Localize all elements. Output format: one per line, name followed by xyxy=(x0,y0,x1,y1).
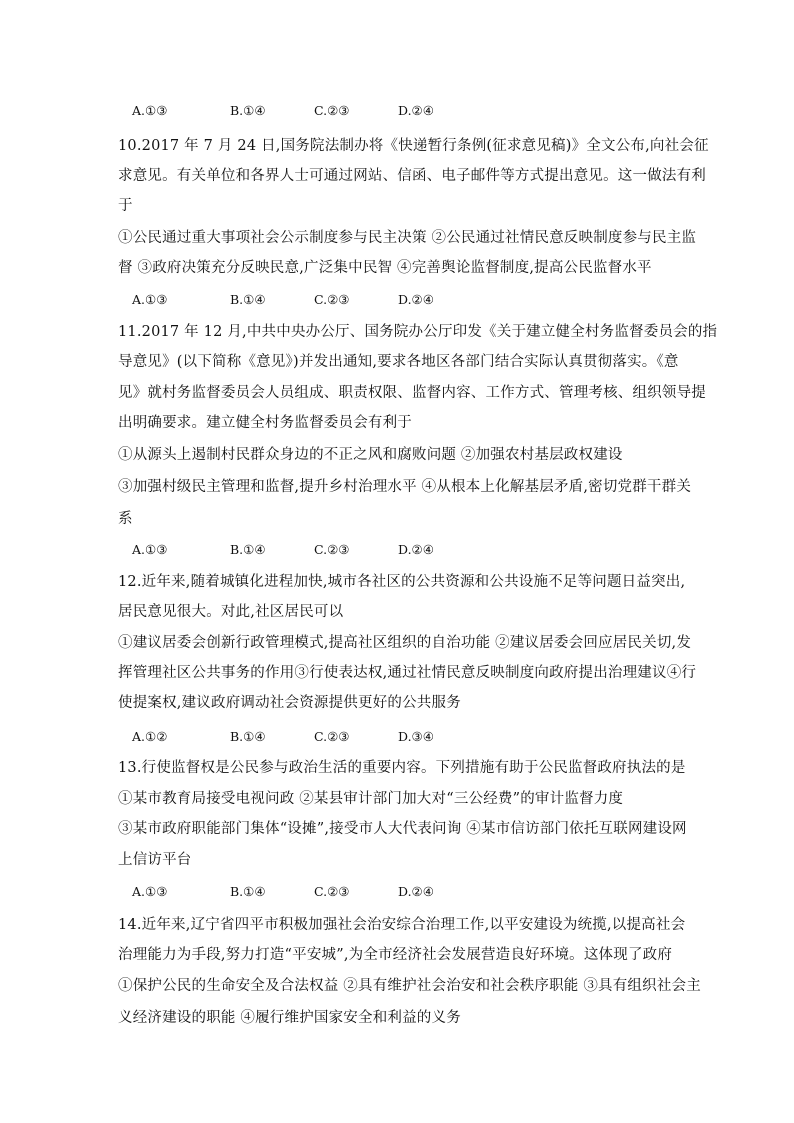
option-c: C.②③ xyxy=(314,292,350,307)
option-c: C.②③ xyxy=(314,103,350,118)
option-b: B.①④ xyxy=(230,729,266,744)
option-d: D.②④ xyxy=(398,884,434,899)
question-text-line: 14.近年来,辽宁省四平市积极加强社会治安综合治理工作,以平安建设为统揽,以提高社会 xyxy=(118,917,686,933)
statement-line: 使提案权,建议政府调动社会资源提供更好的公共服务 xyxy=(118,695,461,711)
option-a: A.①③ xyxy=(132,292,168,307)
question-text-line: 10.2017 年 7 月 24 日,国务院法制办将《快递暂行条例(征求意见稿)》全文公布,向社会征 xyxy=(118,138,709,154)
option-b: B.①④ xyxy=(230,542,266,557)
option-a: A.①② xyxy=(132,729,168,744)
option-d: D.③④ xyxy=(398,729,434,744)
option-c: C.②③ xyxy=(314,729,350,744)
option-a: A.①③ xyxy=(132,884,168,899)
question-text-line: 导意见》(以下简称《意见》)并发出通知,要求各地区各部门结合实际认真贯彻落实。《意 xyxy=(118,354,679,370)
statement-line: ①保护公民的生命安全及合法权益 ②具有维护社会治安和社会秩序职能 ③具有组织社会主 xyxy=(118,978,701,994)
question-text-line: 见》就村务监督委员会人员组成、职责权限、监督内容、工作方式、管理考核、组织领导提 xyxy=(118,385,706,401)
question-text-line: 求意见。有关单位和各界人士可通过网站、信函、电子邮件等方式提出意见。这一做法有利 xyxy=(118,168,706,184)
statement-line: 义经济建设的职能 ④履行维护国家安全和利益的义务 xyxy=(118,1010,461,1026)
statement-line: 上信访平台 xyxy=(118,852,192,868)
option-a: A.①③ xyxy=(132,103,168,118)
option-c: C.②③ xyxy=(314,542,350,557)
option-d: D.②④ xyxy=(398,103,434,118)
question-text-line: 13.行使监督权是公民参与政治生活的重要内容。下列措施有助于公民监督政府执法的是 xyxy=(118,760,686,776)
statement-line: 挥管理社区公共事务的作用③行使表达权,通过社情民意反映制度向政府提出治理建议④行 xyxy=(118,665,697,681)
question-text-line: 11.2017 年 12 月,中共中央办公厅、国务院办公厅印发《关于建立健全村务监督委员会的指 xyxy=(118,324,718,340)
statement-line: ①从源头上遏制村民群众身边的不正之风和腐败问题 ②加强农村基层政权建设 xyxy=(118,447,623,463)
statement-line: ③加强村级民主管理和监督,提升乡村治理水平 ④从根本上化解基层矛盾,密切党群干群关 xyxy=(118,479,692,495)
option-d: D.②④ xyxy=(398,292,434,307)
question-text-line: 治理能力为手段,努力打造“平安城”,为全市经济社会发展营造良好环境。这体现了政府 xyxy=(118,947,673,963)
option-b: B.①④ xyxy=(230,103,266,118)
statement-line: ①公民通过重大事项社会公示制度参与民主决策 ②公民通过社情民意反映制度参与民主监 xyxy=(118,230,697,246)
statement-line: ①建议居委会创新行政管理模式,提高社区组织的自治功能 ②建议居委会回应居民关切,发 xyxy=(118,635,692,651)
option-b: B.①④ xyxy=(230,884,266,899)
statement-line: ①某市教育局接受电视问政 ②某县审计部门加大对“三公经费”的审计监督力度 xyxy=(118,791,624,807)
question-text-line: 12.近年来,随着城镇化进程加快,城市各社区的公共资源和公共设施不足等问题日益突出, xyxy=(118,574,686,590)
statement-line: 督 ③政府决策充分反映民意,广泛集中民智 ④完善舆论监督制度,提高公民监督水平 xyxy=(118,260,652,276)
question-text-line: 居民意见很大。对此,社区居民可以 xyxy=(118,604,344,620)
option-c: C.②③ xyxy=(314,884,350,899)
option-b: B.①④ xyxy=(230,292,266,307)
question-text-line: 出明确要求。建立健全村务监督委员会有利于 xyxy=(118,415,412,431)
question-text-line: 于 xyxy=(118,198,133,214)
statement-line: 系 xyxy=(118,511,133,527)
option-a: A.①③ xyxy=(132,542,168,557)
statement-line: ③某市政府职能部门集体“设摊”,接受市人大代表问询 ④某市信访部门依托互联网建设网 xyxy=(118,821,687,837)
option-d: D.②④ xyxy=(398,542,434,557)
